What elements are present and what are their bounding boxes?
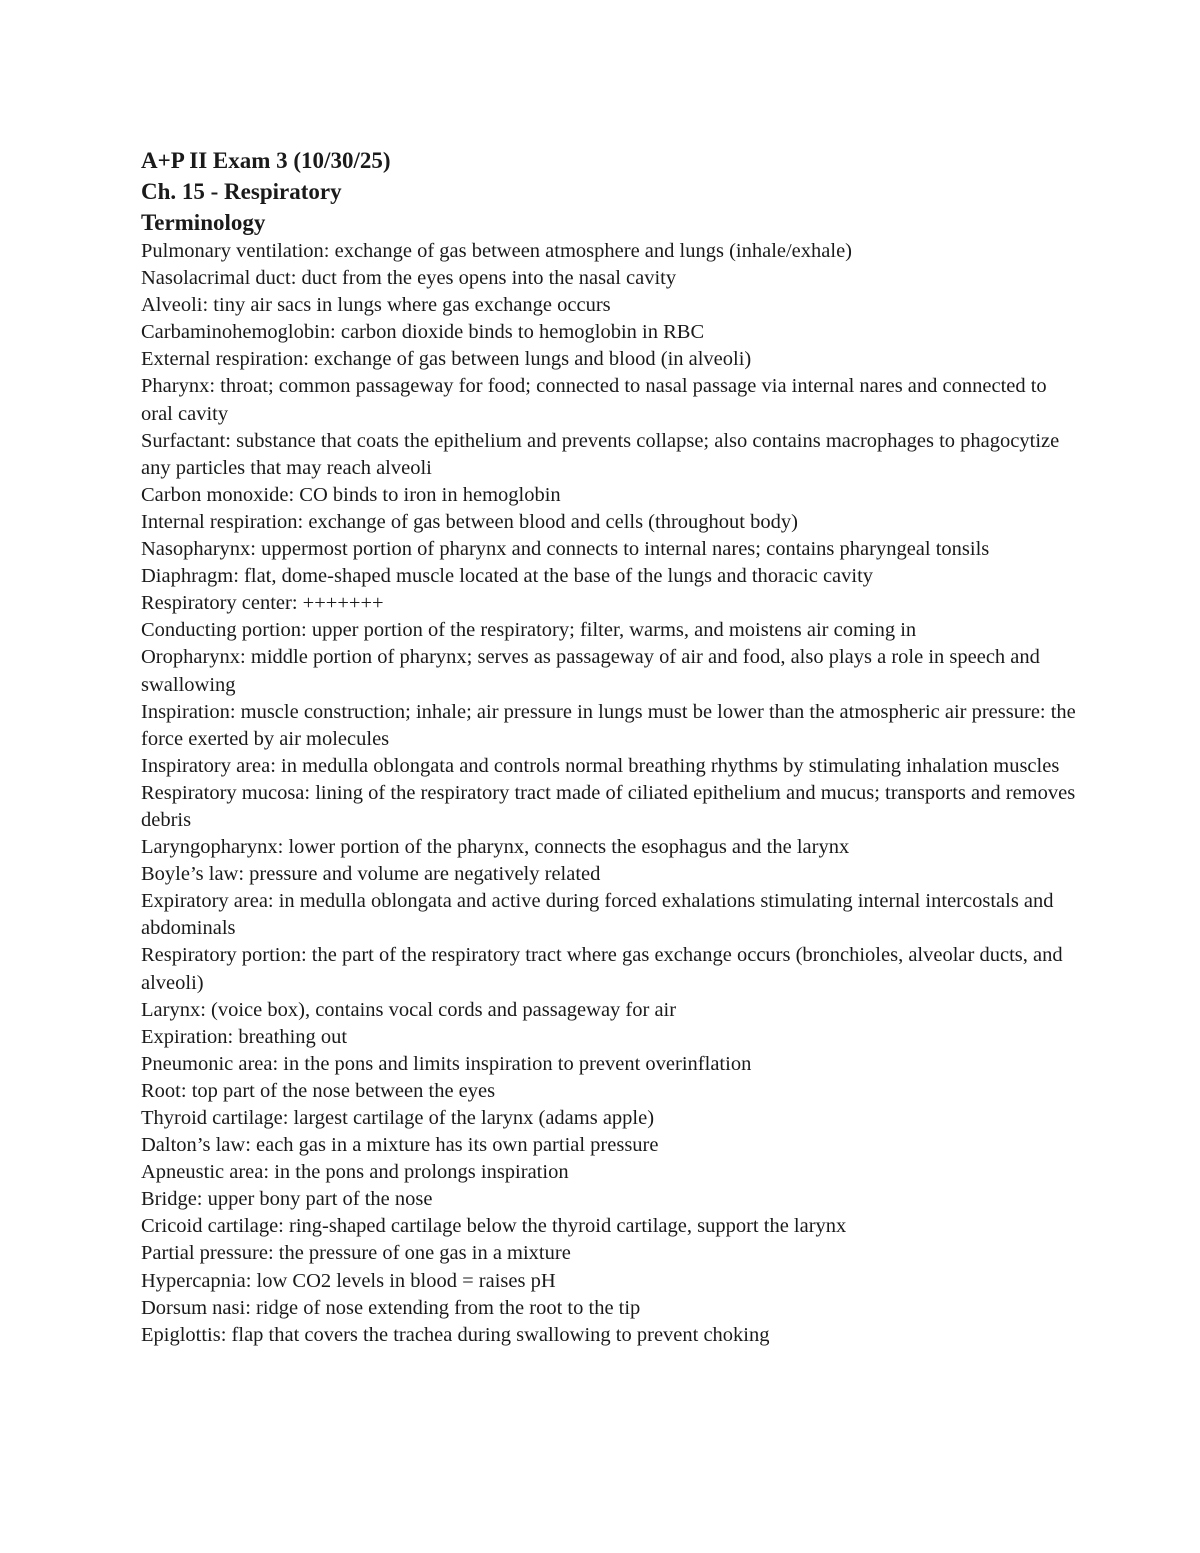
- term-entry: Oropharynx: middle portion of pharynx; serves as passageway of air and food, also plays a role in speech and swallowing: [141, 646, 1040, 696]
- term-entry: Pulmonary ventilation: exchange of gas between atmosphere and lungs (inhale/exhale): [141, 240, 853, 262]
- term-entry: Respiratory mucosa: lining of the respiratory tract made of ciliated epithelium and mucus; transports and removes debris: [141, 781, 1076, 831]
- term-entry: Conducting portion: upper portion of the respiratory; filter, warms, and moistens air coming in: [141, 619, 917, 642]
- term-entry: Laryngopharynx: lower portion of the pharynx, connects the esophagus and the larynx: [141, 836, 850, 859]
- term-entry: Carbaminohemoglobin: carbon dioxide binds to hemoglobin in RBC: [141, 321, 705, 344]
- term-entry: Diaphragm: flat, dome-shaped muscle located at the base of the lungs and thoracic cavity: [141, 565, 874, 588]
- term-entry: Expiration: breathing out: [141, 1025, 348, 1048]
- term-entry: Dorsum nasi: ridge of nose extending from the root to the tip: [141, 1296, 641, 1319]
- term-entry: Bridge: upper bony part of the nose: [141, 1188, 433, 1211]
- term-entry: Surfactant: substance that coats the epithelium and prevents collapse; also contains macrophages to phagocytize any particles that may reach alveoli: [141, 429, 1060, 479]
- term-entry: Epiglottis: flap that covers the trachea during swallowing to prevent choking: [141, 1323, 770, 1346]
- section-heading: Terminology: [141, 210, 266, 235]
- term-entry: Expiratory area: in medulla oblongata and active during forced exhalations stimulating internal intercostals and abdominals: [141, 890, 1054, 940]
- term-entry: Pharynx: throat; common passageway for food; connected to nasal passage via internal nares and connected to oral cavity: [141, 375, 1047, 425]
- term-entry: Nasopharynx: uppermost portion of pharynx and connects to internal nares; contains pharyngeal tonsils: [141, 538, 990, 561]
- term-entry: Inspiration: muscle construction; inhale; air pressure in lungs must be lower than the atmospheric air pressure: the force exerted by air molecules: [141, 700, 1076, 750]
- document-title: A+P II Exam 3 (10/30/25): [141, 148, 391, 173]
- term-entry: Carbon monoxide: CO binds to iron in hemoglobin: [141, 483, 561, 506]
- term-entry: Thyroid cartilage: largest cartilage of the larynx (adams apple): [141, 1107, 655, 1129]
- term-entry: Nasolacrimal duct: duct from the eyes opens into the nasal cavity: [141, 267, 677, 290]
- term-entry: Cricoid cartilage: ring-shaped cartilage below the thyroid cartilage, support the larynx: [141, 1215, 847, 1238]
- terminology-list: [141, 238, 1081, 1349]
- term-entry: Apneustic area: in the pons and prolongs inspiration: [141, 1161, 569, 1184]
- term-entry: Inspiratory area: in medulla oblongata and controls normal breathing rhythms by stimulating inhalation muscles: [141, 754, 1060, 777]
- term-entry: Hypercapnia: low CO2 levels in blood = raises pH: [141, 1269, 556, 1292]
- term-entry: Partial pressure: the pressure of one gas in a mixture: [141, 1242, 571, 1265]
- chapter-heading: Ch. 15 - Respiratory: [141, 179, 342, 204]
- term-entry: Internal respiration: exchange of gas between blood and cells (throughout body): [141, 510, 798, 533]
- term-entry: Dalton’s law: each gas in a mixture has its own partial pressure: [141, 1134, 659, 1157]
- term-entry: Boyle’s law: pressure and volume are negatively related: [141, 863, 601, 886]
- document-page: [141, 145, 1081, 1349]
- term-entry: Alveoli: tiny air sacs in lungs where gas exchange occurs: [141, 294, 611, 317]
- term-entry: Respiratory portion: the part of the respiratory tract where gas exchange occurs (bronchioles, alveolar ducts, and alveoli): [141, 944, 1063, 994]
- term-entry: Pneumonic area: in the pons and limits inspiration to prevent overinflation: [141, 1052, 752, 1075]
- term-entry: Larynx: (voice box), contains vocal cords and passageway for air: [141, 998, 677, 1021]
- term-entry: External respiration: exchange of gas between lungs and blood (in alveoli): [141, 348, 752, 371]
- term-entry: Respiratory center: +++++++: [141, 592, 384, 615]
- term-entry: Root: top part of the nose between the eyes: [141, 1079, 496, 1102]
